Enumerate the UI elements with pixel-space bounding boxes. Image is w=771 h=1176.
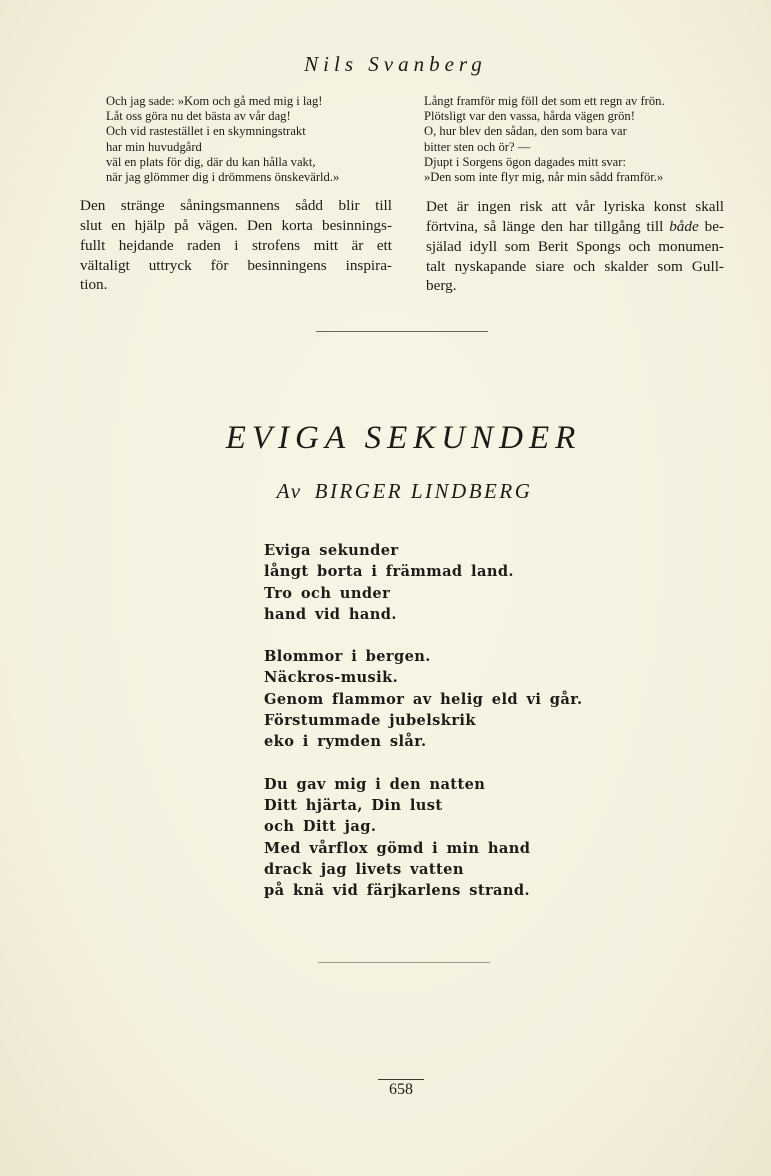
poem-title: EVIGA SEKUNDER [225, 420, 582, 456]
verse-line: när jag glömmer dig i drömmens önskevärld.» [106, 170, 340, 185]
poem-line: hand vid hand. [264, 605, 397, 623]
prose-line: själad idyll som Berit Spongs och monumen- [426, 237, 724, 255]
right-prose-paragraph [412, 197, 724, 296]
prose-line: fullt hejdande raden i strofens mitt är ett [80, 236, 392, 254]
left-column [80, 94, 392, 295]
verse-line: Långt framför mig föll det som ett regn av frön. [424, 94, 665, 108]
poem-line: på knä vid färjkarlens strand. [264, 882, 531, 900]
poem-line: och Ditt jag. [264, 818, 377, 836]
verse-line: bitter sten och ör? — [424, 139, 531, 154]
right-column [412, 94, 724, 296]
poem-stanza [264, 774, 582, 902]
section-divider [318, 962, 490, 963]
poem-line: långt borta i främmad land. [264, 563, 514, 581]
section-divider [316, 331, 488, 332]
poem-line: Förstummade jubelskrik [264, 712, 476, 730]
verse-line: väl en plats för dig, där du kan hålla vakt, [106, 154, 316, 169]
verse-line: Och jag sade: »Kom och gå med mig i lag! [106, 94, 323, 108]
prose-line: slut en hjälp på vägen. Den korta besinnings- [80, 217, 392, 235]
verse-line: Djupt i Sorgens ögon dagades mitt svar: [424, 154, 626, 169]
verse-line: Och vid rastestället i en skymningstrakt [106, 124, 306, 139]
poem-body [264, 540, 582, 922]
poem-stanza [264, 540, 582, 625]
prose-line: tion. [80, 276, 108, 294]
prose-line: Det är ingen risk att vår lyriska konst skall [426, 198, 724, 216]
byline-prefix: Av [276, 479, 303, 503]
poem-line: Eviga sekunder [264, 542, 399, 559]
page-number: 658 [378, 1079, 424, 1099]
left-prose-paragraph [80, 196, 392, 295]
poem-byline [0, 479, 771, 504]
right-verse-quote [424, 94, 724, 185]
emphasized-word: både [669, 218, 699, 236]
poem-line: Du gav mig i den natten [264, 775, 486, 793]
poem-line: eko i rymden slår. [264, 733, 427, 751]
prose-fragment: be- [698, 218, 724, 236]
verse-line: »Den som inte flyr mig, når min sådd framför.» [424, 170, 664, 185]
poem-line: Genom flammor av helig eld vi går. [264, 690, 583, 708]
prose-line: Den stränge såningsmannens sådd blir till [80, 197, 392, 215]
prose-line [412, 217, 724, 237]
poem-line: Med vårflox gömd i min hand [264, 839, 531, 857]
verse-line: Plötsligt var den vassa, hårda vägen grön! [424, 109, 635, 124]
poem-author: BIRGER LINDBERG [314, 479, 533, 503]
poem-line: Tro och under [264, 584, 391, 602]
verse-line: O, hur blev den sådan, den som bara var [424, 124, 627, 139]
prose-line: vältaligt uttryck för besinningens inspira- [80, 256, 392, 274]
verse-line: har min huvudgård [106, 139, 202, 154]
prose-line: berg. [426, 277, 457, 295]
left-verse-quote [106, 94, 392, 185]
poem-line: Ditt hjärta, Din lust [264, 796, 443, 814]
verse-line: Låt oss göra nu det bästa av vår dag! [106, 109, 291, 124]
prose-fragment: förtvina, så länge den har tillgång till [426, 218, 670, 236]
poem-line: Näckros-musik. [264, 669, 399, 687]
running-head: Nils Svanberg [304, 52, 487, 76]
poem-stanza [264, 646, 582, 752]
poem-line: drack jag livets vatten [264, 860, 464, 878]
prose-line: talt nyskapande siare och skalder som Gull- [426, 257, 724, 275]
poem-line: Blommor i bergen. [264, 648, 431, 666]
